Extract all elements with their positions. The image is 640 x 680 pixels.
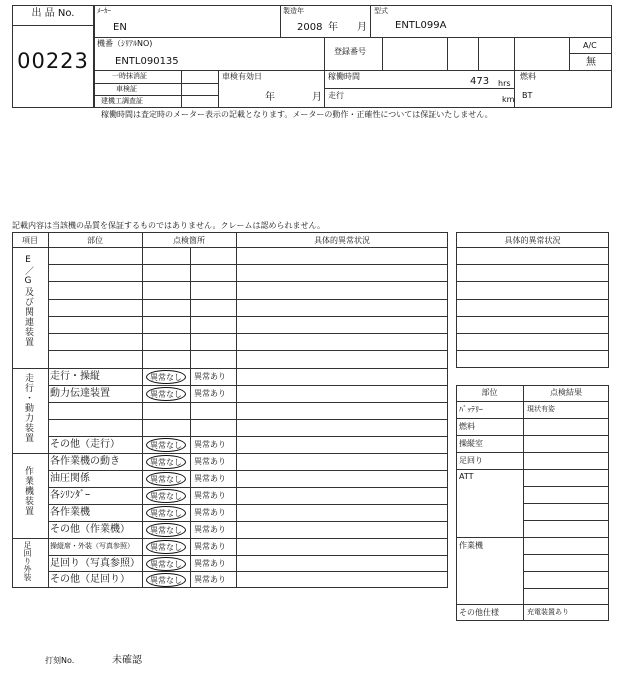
maker-label: ﾒｰｶｰ [97,7,111,15]
year-label: 製造年 [283,7,304,15]
shaken-month: 月 [312,92,322,103]
hours-note: 稼働時間は査定時のメーター表示の記載となります。メーターの動作・正確性については保証いたしません。 [101,110,493,119]
section-label-drive: 走行・動力装置 [23,373,33,443]
row-label-undercarriage-other: その他（足回り） [50,574,130,585]
section-label-work: 作業機装置 [23,466,33,516]
status-ok-oval[interactable]: 異常なし [146,472,186,486]
fuel-label: 燃料 [520,72,536,81]
status-ok-oval[interactable]: 異常なし [146,523,186,537]
fuel-value: BT [522,91,533,100]
status-ok-oval[interactable]: 異常なし [146,438,186,452]
anomaly-detail-header: 具体的異常状況 [504,236,561,245]
month-unit: 月 [357,22,367,33]
status-ng[interactable]: 異常あり [194,372,226,381]
distance-unit: km [502,95,515,104]
row-label-work-motion: 各作業機の動き [50,456,120,467]
section-label-undercarriage: 足回り外装 [23,541,32,581]
status-ng[interactable]: 異常あり [194,542,226,551]
result-row-part: 燃料 [459,422,475,431]
result-header-result: 点検結果 [550,388,582,397]
status-ng[interactable]: 異常あり [194,575,226,584]
shaken-label: 車検有効日 [222,72,262,81]
status-ng[interactable]: 異常あり [194,457,226,466]
distance-label: 走行 [328,91,344,100]
result-row-value: 現状有姿 [527,405,555,413]
status-ng[interactable]: 異常あり [194,559,226,568]
status-ok-oval[interactable]: 異常なし [146,573,186,587]
status-ok-oval[interactable]: 異常なし [146,540,186,554]
status-ng[interactable]: 異常あり [194,474,226,483]
serial-value: ENTL090135 [115,56,179,67]
result-row-part: その他仕様 [459,608,499,617]
result-row-part: 作業機 [459,541,483,550]
status-ok-oval[interactable]: 異常なし [146,387,186,401]
row-label-travel: 走行・操縦 [50,371,100,382]
result-row-part: 操縦室 [459,439,483,448]
status-ng[interactable]: 異常あり [194,440,226,449]
col-header-detail: 具体的異常状況 [314,236,370,245]
col-header-item: 項目 [22,236,38,245]
serial-label: 機番（ｼﾘｱﾙNO) [97,39,153,48]
row-label-hydraulic: 油圧関係 [50,473,90,484]
shaken-year: 年 [265,92,275,103]
hours-unit: hrs [498,79,511,88]
status-ng[interactable]: 異常あり [194,389,226,398]
status-ok-oval[interactable]: 異常なし [146,370,186,384]
status-ok-oval[interactable]: 異常なし [146,506,186,520]
result-row-part: 足回り [459,456,483,465]
row-label-work-each: 各作業機 [50,507,90,518]
result-row-value: 充電装置あり [527,608,569,616]
anomaly-detail-frame [456,232,609,368]
ac-label: A/C [583,41,597,50]
model-value: ENTL099A [395,20,447,31]
row-label-cylinder: 各ｼﾘﾝﾀﾞｰ [50,490,90,501]
year-unit: 年 [328,22,338,33]
ac-value: 無 [586,57,596,68]
row-label-undercarriage-photo: 足回り（写真参照） [50,558,140,569]
stamp-number-label: 打刻No. [45,656,75,665]
status-ok-oval[interactable]: 異常なし [146,489,186,503]
stamp-number-value: 未確認 [112,655,142,666]
maker-value: EN [113,22,127,33]
item-number-label: 出 品 No. [31,8,75,19]
row-label-transmission: 動力伝達装置 [50,388,110,399]
inspection-label: 建機工調査証 [101,97,143,105]
vehicle-cert-label: 車検証 [116,85,137,93]
hours-label: 稼働時間 [328,72,360,81]
model-label: 型式 [374,7,388,15]
reg-label: 登録番号 [334,47,366,56]
item-number: 00223 [17,49,89,73]
section-label-engine: E／G及び関連装置 [23,255,33,347]
temp-cert-label: 一時抹消証 [112,72,147,80]
col-header-part: 部位 [87,236,103,245]
row-label-work-other: その他（作業機） [50,524,130,535]
result-row-part: ﾊﾞｯﾃﾘｰ [459,405,483,414]
row-label-cab-exterior: 操縦席・外装（写真参照） [50,542,134,550]
status-ok-oval[interactable]: 異常なし [146,557,186,571]
disclaimer: 記載内容は当該機の品質を保証するものではありません。クレームは認められません。 [12,221,325,230]
result-header-part: 部位 [481,388,498,397]
status-ok-oval[interactable]: 異常なし [146,455,186,469]
status-ng[interactable]: 異常あり [194,525,226,534]
result-row-part: ATT [459,472,474,481]
status-ng[interactable]: 異常あり [194,491,226,500]
year-value: 2008 [297,22,323,33]
col-header-check: 点検箇所 [173,236,205,245]
row-label-drive-other: その他（走行） [50,439,120,450]
status-ng[interactable]: 異常あり [194,508,226,517]
hours-value: 473 [470,76,490,87]
